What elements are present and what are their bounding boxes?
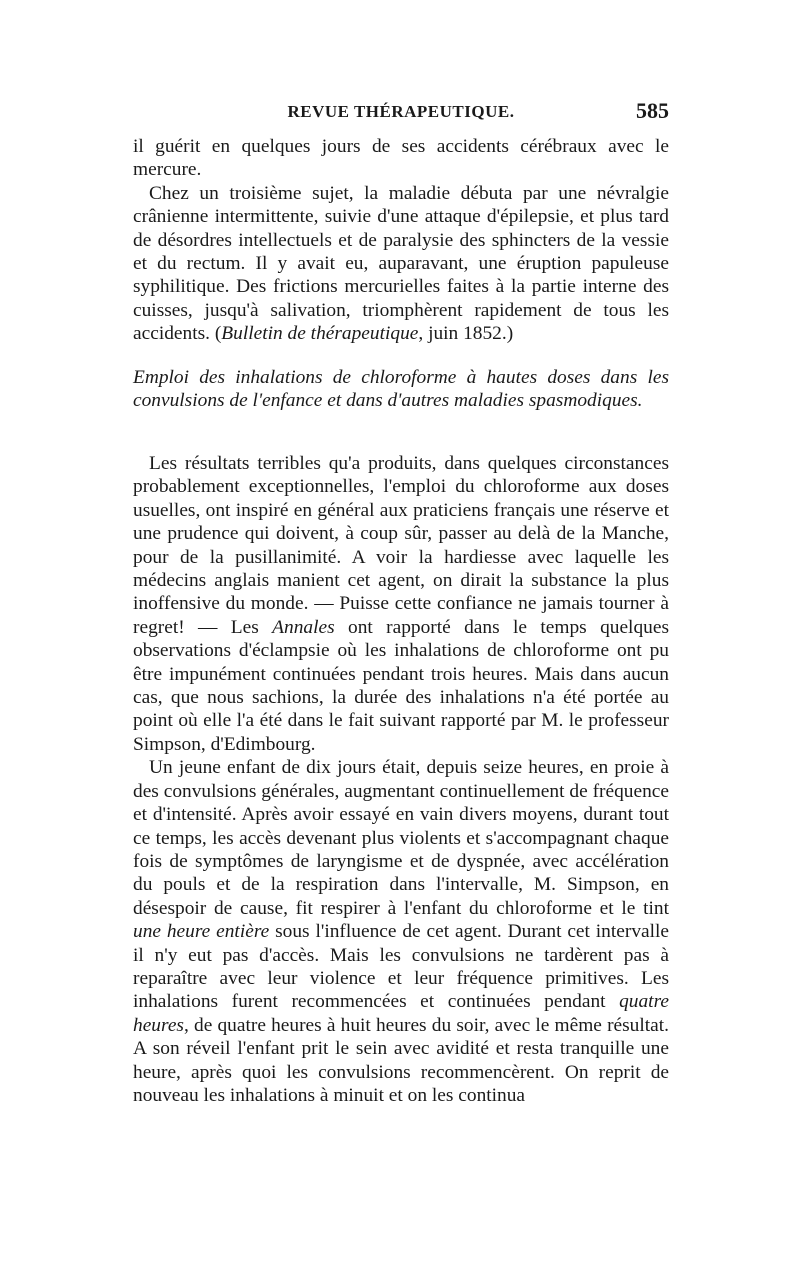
top-section	[133, 135, 669, 346]
paragraph-text: ont rapporté dans le temps quelques observations d'éclampsie où les inhalations de chloroforme ont pu être impunément continuées pendant trois heures. Mais dans aucun cas, que nous sachions, la durée des inhalations n'a été portée au point où elle l'a été dans le fait suivant rapporté par M. le professeur Simpson, d'Edimbourg.	[133, 616, 669, 755]
emphasis-duration-1: une heure entière	[133, 921, 270, 943]
emphasis-duration-2: quatre heures	[133, 991, 669, 1036]
paragraph-text: Les résultats terribles qu'a produits, dans quelques circonstances probablement exceptionnelles, l'emploi du chloroforme aux doses usuelles, ont inspiré en général aux praticiens français une réserve et une prudence qui doivent, à coup sûr, passer au delà de la Manche, pour de la pusillanimité. A voir la hardiesse avec laquelle les médecins anglais manient cet agent, on dirait la substance la plus inoffensive du monde. — Puisse cette confiance ne jamais tourner à regret! — Les	[133, 453, 669, 638]
journal-name: Annales	[272, 616, 335, 638]
page-number: 585	[636, 98, 669, 123]
citation-journal: Bulletin de thérapeutique	[221, 323, 419, 345]
main-section	[133, 452, 669, 1107]
running-title: REVUE THÉRAPEUTIQUE.	[287, 102, 515, 121]
page-header	[133, 96, 669, 126]
section-heading-text: Emploi des inhalations de chloroforme à hautes doses dans les convulsions de l'enfance et dans d'autres maladies spasmodiques.	[133, 367, 669, 412]
paragraph-case-report	[133, 756, 669, 1107]
paragraph-third-case	[133, 182, 669, 346]
paragraph-text: Un jeune enfant de dix jours était, depuis seize heures, en proie à des convulsions générales, augmentant continuellement de fréquence et d'intensité. Après avoir essayé en vain divers moyens, durant tout ce temps, les accès devenant plus violents et s'accompagnant chaque fois de symptômes de laryngisme et de dyspnée, avec accélération du pouls et de la respiration dans l'intervalle, M. Simpson, en désespoir de cause, fit respirer à l'enfant du chloroforme et le tint	[133, 757, 669, 919]
section-heading	[133, 366, 669, 413]
paragraph-text: sous l'influence de cet agent. Durant cet intervalle il n'y eut pas d'accès. Mais les convulsions ne tardèrent pas à reparaître avec leur violence et leur fréquence primitives. Les inhalations furent recommencées et continuées pendant	[133, 921, 670, 1013]
paragraph-continuation: il guérit en quelques jours de ses accidents cérébraux avec le mercure.	[133, 136, 669, 181]
paragraph-text: Chez un troisième sujet, la maladie débuta par une névralgie crânienne intermittente, suivie d'une attaque d'épilepsie, et plus tard de désordres intellectuels et de paralysie des sphincters de la vessie et du rectum. Il y avait eu, auparavant, une éruption papuleuse syphilitique. Des frictions mercurielles faites à la partie interne des cuisses, jusqu'à salivation, triomphèrent rapidement de tous les accidents. (	[133, 182, 669, 345]
paragraph-introduction	[133, 452, 669, 756]
paragraph-text: , de quatre heures à huit heures du soir, avec le même résultat. A son réveil l'enfant prit le sein avec avidité et resta tranquille une heure, après quoi les convulsions recommencèrent. On reprit de nouveau les inhalations à minuit et on les continua	[133, 1014, 669, 1106]
citation-date: , juin 1852.)	[418, 323, 514, 345]
